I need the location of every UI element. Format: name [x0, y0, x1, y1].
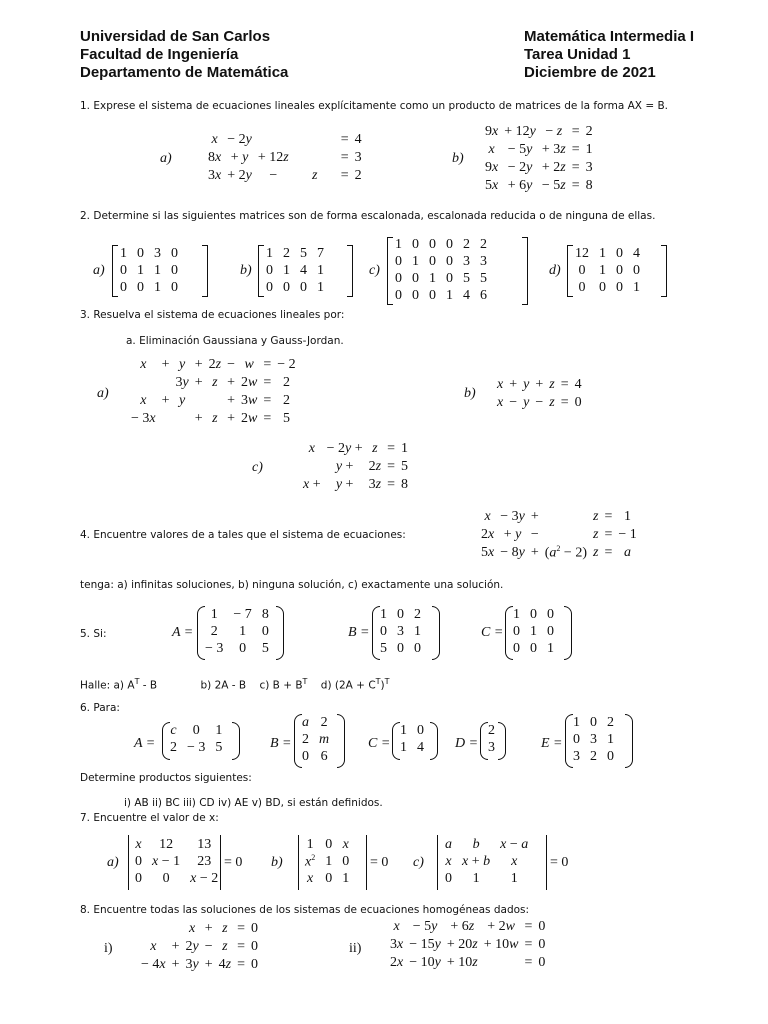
q2-a-label: a) [93, 263, 105, 278]
q6-D-matrix: 2 3 [488, 722, 495, 755]
header-right [524, 28, 694, 82]
q6-items: i) AB ii) BC iii) CD iv) AE v) BD, si están definidos. [124, 797, 383, 809]
q3-b-label: b) [464, 386, 476, 401]
q8-i-label: i) [104, 941, 113, 956]
q4-tail: tenga: a) infinitas soluciones, b) ninguna solución, c) exactamente una solución. [80, 579, 504, 591]
q2-c-label: c) [369, 263, 380, 278]
q3-c-label: c) [252, 460, 263, 475]
q2-a-matrix: 1 0 3 0 0 1 1 0 0 0 1 0 [120, 245, 178, 295]
q3-c-system: x − 2y + z = 1 y + 2z = 5 x + y + 3z = 8 [303, 441, 409, 492]
q5-B-name: B = [348, 625, 370, 640]
q5-halle: Halle: a) $A^T$ - B b) 2A - B c) $B + B^T$ d) $(2A + C^T)^T$ [80, 677, 390, 692]
q3-text: 3. Resuelva el sistema de ecuaciones lineales por: [80, 309, 345, 321]
q8-text: 8. Encuentre todas las soluciones de los sistemas de ecuaciones homogéneas dados: [80, 904, 530, 916]
q6-D-name: D = [455, 736, 479, 751]
q5-C-matrix: 1 0 0 0 1 0 0 0 1 [513, 606, 554, 656]
course-name: Matemática Intermedia I [524, 28, 695, 45]
q8-ii-system: x − 5y + 6z + 2w = 0 3x − 15y + 20z + 10w = 0 2x − 10y + 10z = 0 [390, 919, 546, 970]
q5-C-name: C = [481, 625, 504, 640]
q7-a-eqzero: = 0 [224, 855, 243, 870]
q7-b-label: b) [271, 855, 283, 870]
q6-E-matrix: 1 0 2 0 3 1 3 2 0 [573, 714, 614, 764]
q7-a-det: x 12 13 0 x − 1 23 0 0 x − 2 [135, 836, 219, 886]
q2-d-matrix: 12 1 0 4 0 1 0 0 0 0 0 1 [575, 245, 640, 295]
department-name: Departamento de Matemática [80, 64, 289, 81]
assignment-name: Tarea Unidad 1 [524, 46, 631, 63]
assignment-date: Diciembre de 2021 [524, 64, 656, 81]
q3-b-system: x + y + z = 4 x − y − z = 0 [497, 377, 582, 410]
q1-a-label: a) [160, 151, 172, 166]
q7-b-det: 1 0 x $x^2$ 1 0 x 0 1 [305, 836, 350, 887]
q7-a-label: a) [107, 855, 119, 870]
q4-system: x − 3y + z = 1 2x + y − z = − 1 5x − 8y + $(a^2 - 2)$ z = a [481, 509, 637, 561]
q5-text: 5. Si: [80, 628, 107, 640]
q2-text: 2. Determine si las siguientes matrices son de forma escalonada, escalonada reducida o de ninguna de ellas. [80, 210, 656, 222]
q1-text: 1. Exprese el sistema de ecuaciones lineales explícitamente como un producto de matrices de la forma AX = B. [80, 100, 669, 112]
q5-A-matrix: 1 − 7 8 2 1 0 − 3 0 5 [205, 606, 269, 656]
q1-b-system: 9x + 12y − z = 2 x − 5y + 3z = 1 9x − 2y + 2z = 3 5x + 6y − 5z = 8 [485, 124, 593, 193]
q8-ii-label: ii) [349, 941, 362, 956]
q7-c-label: c) [413, 855, 424, 870]
q2-c-matrix: 1 0 0 0 2 2 0 1 0 0 3 3 0 0 1 0 5 5 0 0 0 1 4 6 [395, 236, 487, 303]
q1-b-label: b) [452, 151, 464, 166]
q5-A-name: A = [172, 625, 194, 640]
q8-i-system: x + z = 0 x + 2y − z = 0 − 4x + 3y + 4z = 0 [141, 921, 259, 972]
q7-c-eqzero: = 0 [550, 855, 569, 870]
q6-B-matrix: a 2 2 m 0 6 [302, 714, 330, 764]
q1-a-system: x − 2y = 4 8x + y + 12z = 3 3x + 2y − z = 2 [208, 132, 362, 183]
university-name: Universidad de San Carlos [80, 28, 271, 45]
q2-b-label: b) [240, 263, 252, 278]
q6-text: 6. Para: [80, 702, 120, 714]
header-left [80, 28, 288, 82]
q7-c-det: a b x − a x x + b x 0 1 1 [445, 836, 529, 886]
q7-text: 7. Encuentre el valor de x: [80, 812, 219, 824]
q6-C-matrix: 1 0 1 4 [400, 722, 424, 755]
q6-det: Determine productos siguientes: [80, 772, 252, 784]
q5-B-matrix: 1 0 2 0 3 1 5 0 0 [380, 606, 421, 656]
q3-a-label: a) [97, 386, 109, 401]
q6-E-name: E = [541, 736, 563, 751]
q6-A-matrix: c 0 1 2 − 3 5 [170, 722, 223, 755]
q3-a-system: x + y + 2z − w = − 2 3y + z + 2w = 2 x + y + 3w = 2 − 3x + z + 2w = 5 [131, 357, 296, 426]
q6-C-name: C = [368, 736, 391, 751]
q6-B-name: B = [270, 736, 292, 751]
q3-sub: a. Eliminación Gaussiana y Gauss-Jordan. [126, 335, 344, 347]
q2-b-matrix: 1 2 5 7 0 1 4 1 0 0 0 1 [266, 245, 324, 295]
q7-b-eqzero: = 0 [370, 855, 389, 870]
q6-A-name: A = [134, 736, 156, 751]
faculty-name: Facultad de Ingeniería [80, 46, 239, 63]
q4-text: 4. Encuentre valores de a tales que el sistema de ecuaciones: [80, 529, 406, 541]
q2-d-label: d) [549, 263, 561, 278]
